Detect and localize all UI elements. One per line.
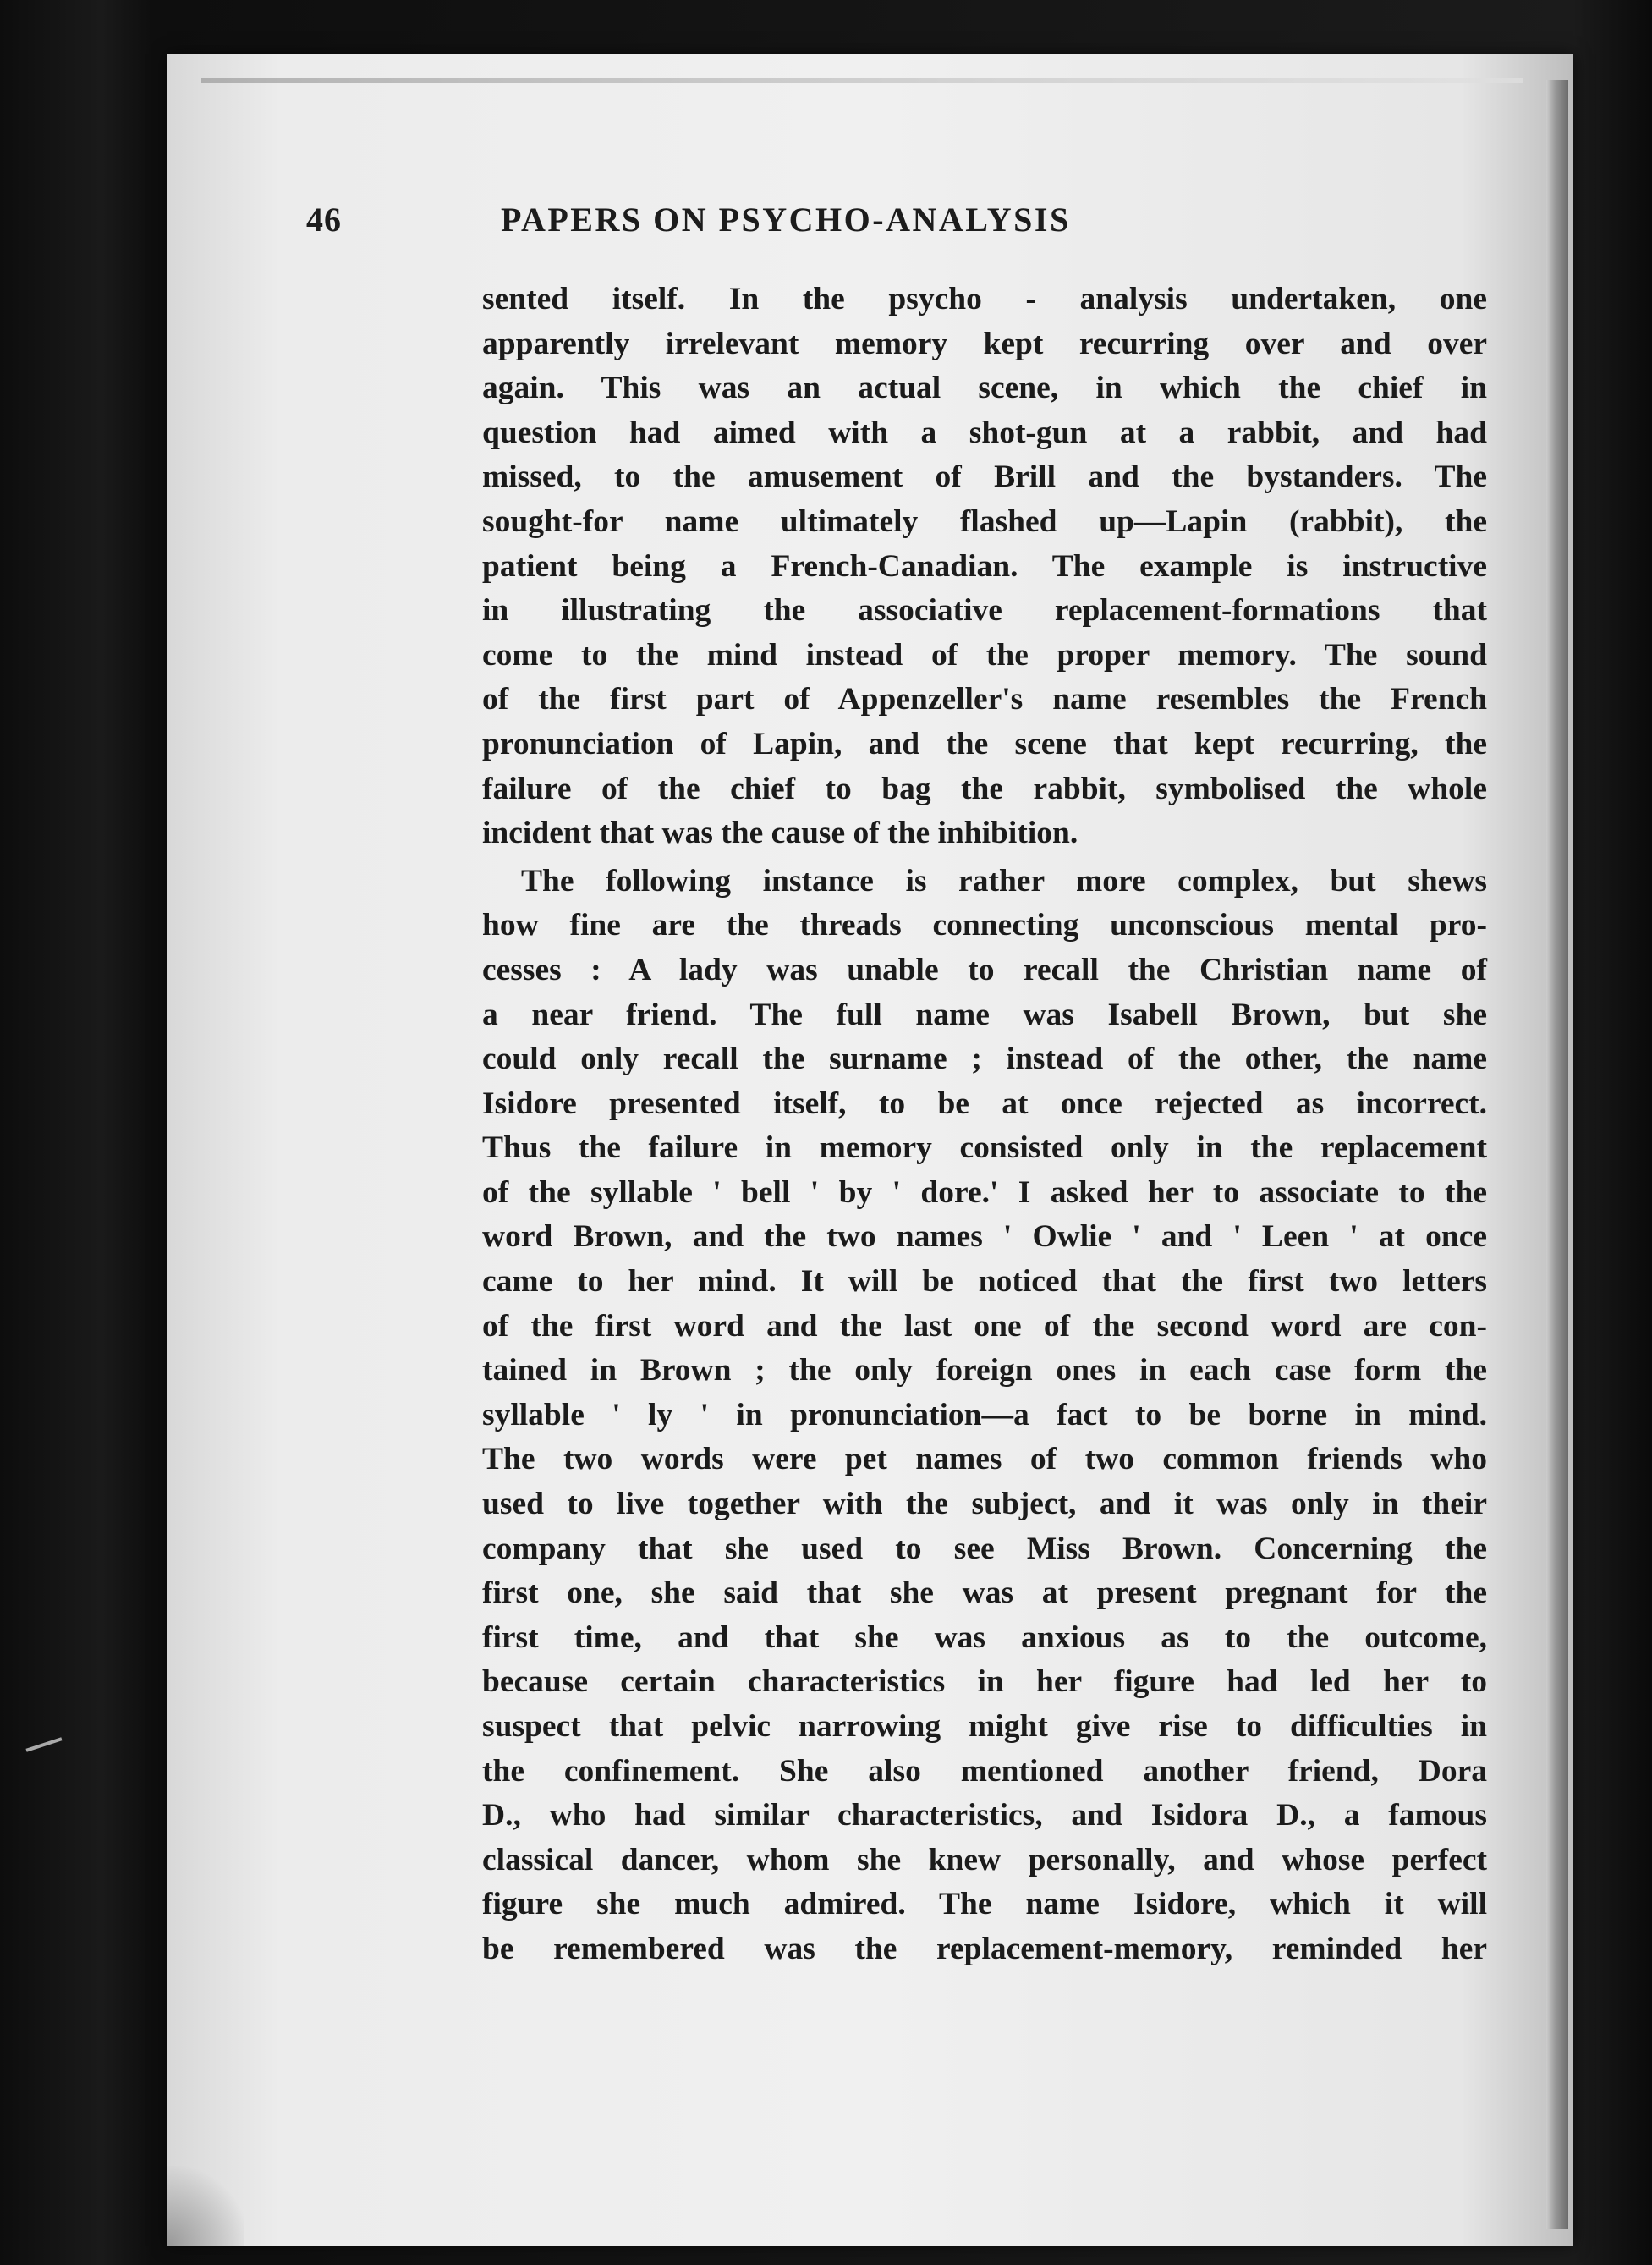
page-number: 46	[306, 201, 342, 239]
running-head: PAPERS ON PSYCHO-ANALYSIS	[501, 201, 1071, 239]
text-line: apparently irrelevant memory kept recurring over and over	[482, 326, 1487, 361]
text-line: again. This was an actual scene, in which the chief in	[482, 371, 1487, 406]
text-line: pronunciation of Lapin, and the scene that kept recurring, the	[482, 726, 1487, 761]
text-line: be remembered was the replacement-memory, reminded her	[482, 1931, 1487, 1966]
text-line: failure of the chief to bag the rabbit, symbolised the whole	[482, 771, 1487, 806]
text-line: first one, she said that she was at present pregnant for the	[482, 1575, 1487, 1611]
text-line: a near friend. The full name was Isabell Brown, but she	[482, 997, 1487, 1032]
text-line: syllable ' ly ' in pronunciation—a fact to be borne in mind.	[482, 1397, 1487, 1432]
text-line: figure she much admired. The name Isidore, which it will	[482, 1887, 1487, 1922]
text-line: word Brown, and the two names ' Owlie ' and ' Leen ' at once	[482, 1219, 1487, 1255]
text-line: in illustrating the associative replacement-formations that	[482, 593, 1487, 629]
text-line: how fine are the threads connecting unconscious mental pro-	[482, 908, 1487, 943]
text-line: The two words were pet names of two common friends who	[482, 1442, 1487, 1477]
text-line: of the syllable ' bell ' by ' dore.' I asked her to associate to the	[482, 1174, 1487, 1210]
text-line: company that she used to see Miss Brown. Concerning the	[482, 1531, 1487, 1566]
text-line: sented itself. In the psycho - analysis undertaken, one	[482, 282, 1487, 316]
page-header	[306, 200, 1490, 259]
text-line: patient being a French-Canadian. The example is instructive	[482, 548, 1487, 584]
text-line: of the first word and the last one of the second word are con-	[482, 1308, 1487, 1344]
body-text	[482, 278, 1487, 1972]
text-line: could only recall the surname ; instead of the other, the name	[482, 1042, 1487, 1077]
text-line: sought-for name ultimately flashed up—Lapin (rabbit), the	[482, 503, 1487, 539]
text-line: suspect that pelvic narrowing might give rise to difficulties in	[482, 1709, 1487, 1744]
page-top-edge	[201, 78, 1523, 83]
text-line: because certain characteristics in her figure had led her to	[482, 1664, 1487, 1700]
text-line: cesses : A lady was unable to recall the Christian name of	[482, 952, 1487, 987]
text-line: question had aimed with a shot-gun at a rabbit, and had	[482, 415, 1487, 450]
text-line: first time, and that she was anxious as to the outcome,	[482, 1619, 1487, 1655]
text-line: tained in Brown ; the only foreign ones in each case form the	[482, 1353, 1487, 1388]
text-line: of the first part of Appenzeller's name resembles the French	[482, 682, 1487, 717]
text-line: The following instance is rather more complex, but shews	[521, 863, 1487, 899]
text-line: used to live together with the subject, and it was only in their	[482, 1487, 1487, 1522]
page-corner-wear	[167, 2166, 244, 2246]
text-line: Isidore presented itself, to be at once rejected as incorrect.	[482, 1086, 1487, 1121]
text-line: classical dancer, whom she knew personally, and whose perfect	[482, 1842, 1487, 1877]
text-line: missed, to the amusement of Brill and the bystanders. The	[482, 459, 1487, 495]
text-line: incident that was the cause of the inhibition.	[482, 816, 1078, 851]
text-line: the confinement. She also mentioned another friend, Dora	[482, 1753, 1487, 1789]
text-line: Thus the failure in memory consisted only in the replacement	[482, 1130, 1487, 1166]
text-line: came to her mind. It will be noticed that the first two letters	[482, 1264, 1487, 1300]
text-line: come to the mind instead of the proper memory. The sound	[482, 637, 1487, 673]
text-line: D., who had similar characteristics, and Isidora D., a famous	[482, 1798, 1487, 1833]
page-right-edge	[1546, 80, 1568, 2229]
